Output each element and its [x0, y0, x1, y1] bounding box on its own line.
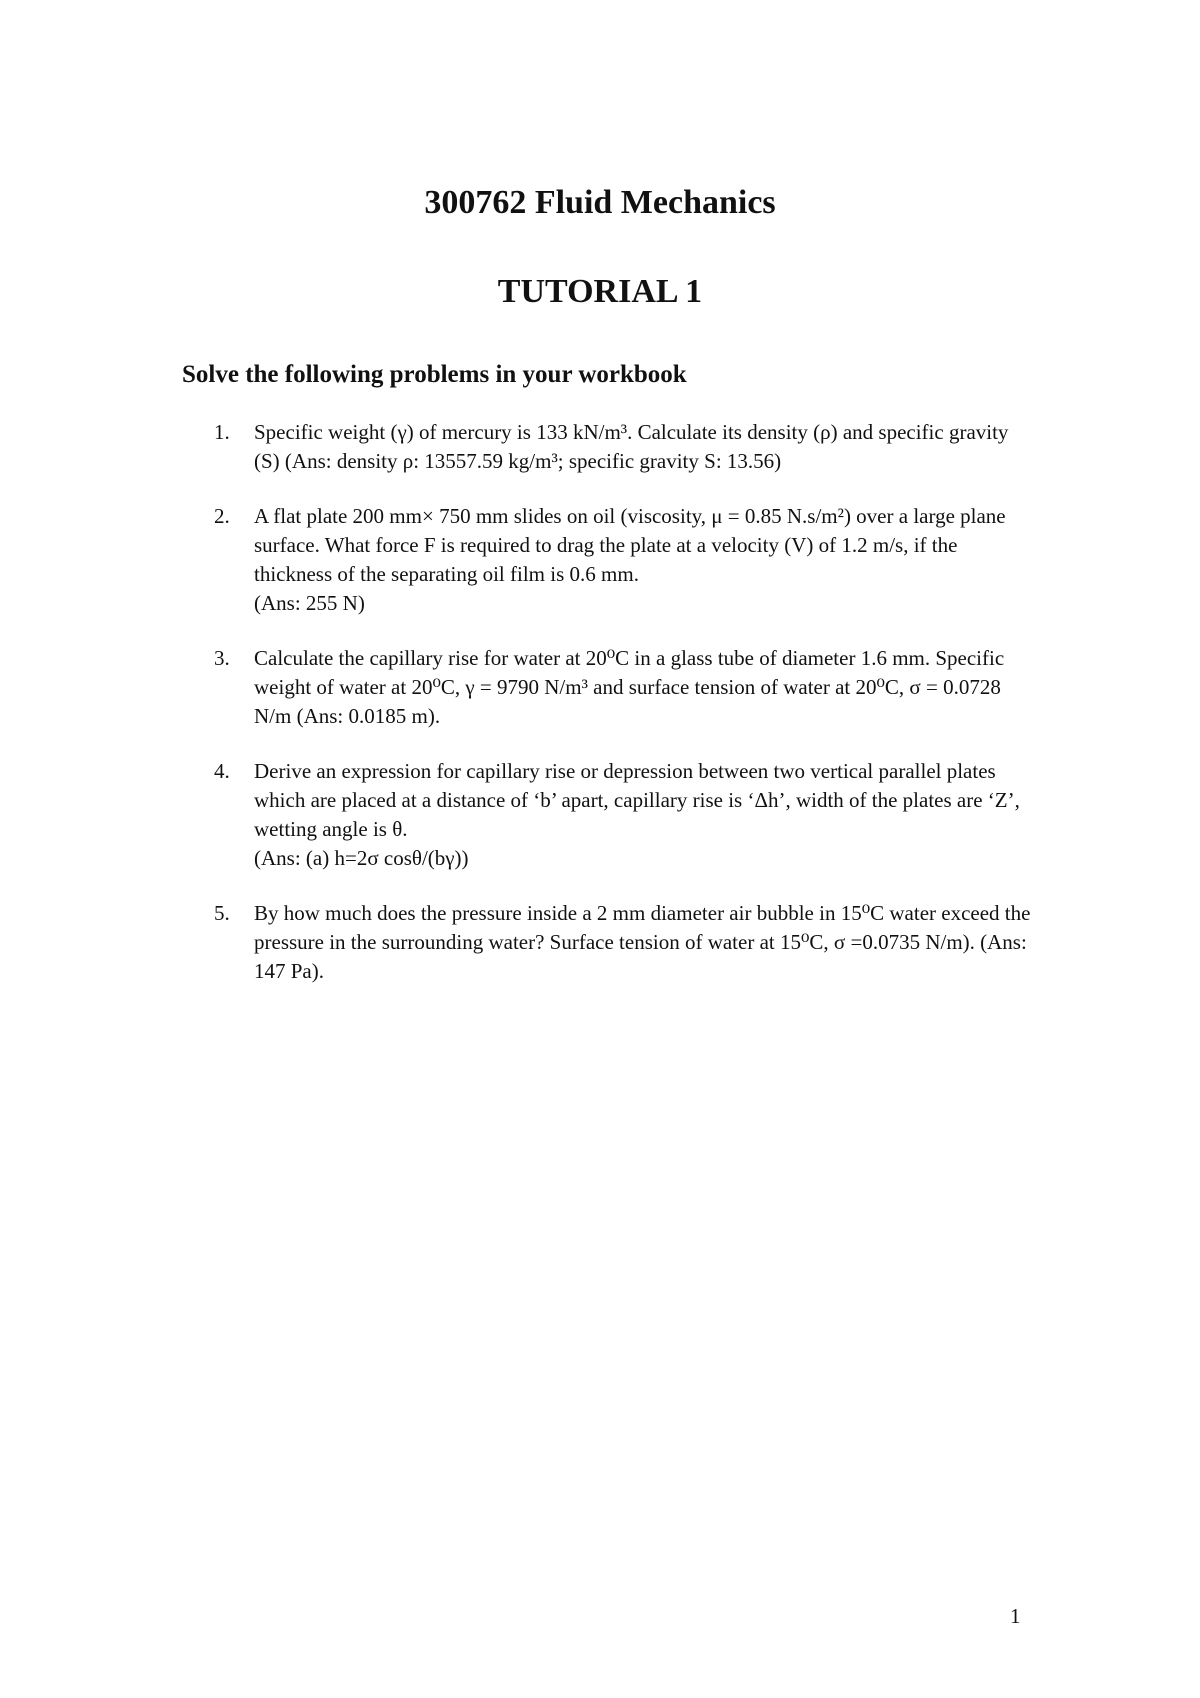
problem-answer: (Ans: (a) h=2σ cosθ/(bγ)): [254, 846, 469, 870]
tutorial-heading: TUTORIAL 1: [497, 273, 703, 310]
problem-answer: (Ans: 255 N): [254, 591, 365, 615]
problem-number: 4.: [214, 759, 230, 783]
problem-text: Specific weight (γ) of mercury is 133 kN/m³. Calculate its density (ρ) and specific gravity (S) (Ans: density ρ: 13557.59 kg/m³; specific gravity S: 13.56): [254, 420, 1009, 473]
problem-number: 1.: [214, 420, 230, 444]
problem-item: [214, 899, 1034, 986]
problem-number: 5.: [214, 901, 230, 925]
problem-number: 3.: [214, 646, 230, 670]
problem-text: Derive an expression for capillary rise or depression between two vertical parallel plates which are placed at a distance of ‘b’ apart, capillary rise is ‘Δh’, width of the plates are ‘Z’, wetting angle is θ.: [254, 759, 1020, 841]
problem-item: [214, 757, 1034, 873]
page-number: 1: [1010, 1604, 1021, 1628]
instructions-heading: Solve the following problems in your workbook: [182, 361, 687, 388]
problem-item: [214, 502, 1034, 618]
document-title: 300762 Fluid Mechanics: [424, 184, 776, 221]
problem-number: 2.: [214, 504, 230, 528]
problem-text: A flat plate 200 mm× 750 mm slides on oil (viscosity, μ = 0.85 N.s/m²) over a large plane surface. What force F is required to drag the plate at a velocity (V) of 1.2 m/s, if the thickness of the separating oil film is 0.6 mm.: [254, 504, 1006, 586]
problem-text: By how much does the pressure inside a 2 mm diameter air bubble in 15⁰C water exceed the pressure in the surrounding water? Surface tension of water at 15⁰C, σ =0.0735 N/m). (Ans: 147 Pa).: [254, 901, 1031, 983]
problem-text: Calculate the capillary rise for water at 20⁰C in a glass tube of diameter 1.6 mm. Specific weight of water at 20⁰C, γ = 9790 N/m³ and surface tension of water at 20⁰C, σ = 0.0728 N/m (Ans: 0.0185 m).: [254, 646, 1005, 728]
problem-item: [214, 644, 1034, 731]
problem-item: [214, 418, 1034, 476]
problem-list: [214, 418, 1034, 1012]
